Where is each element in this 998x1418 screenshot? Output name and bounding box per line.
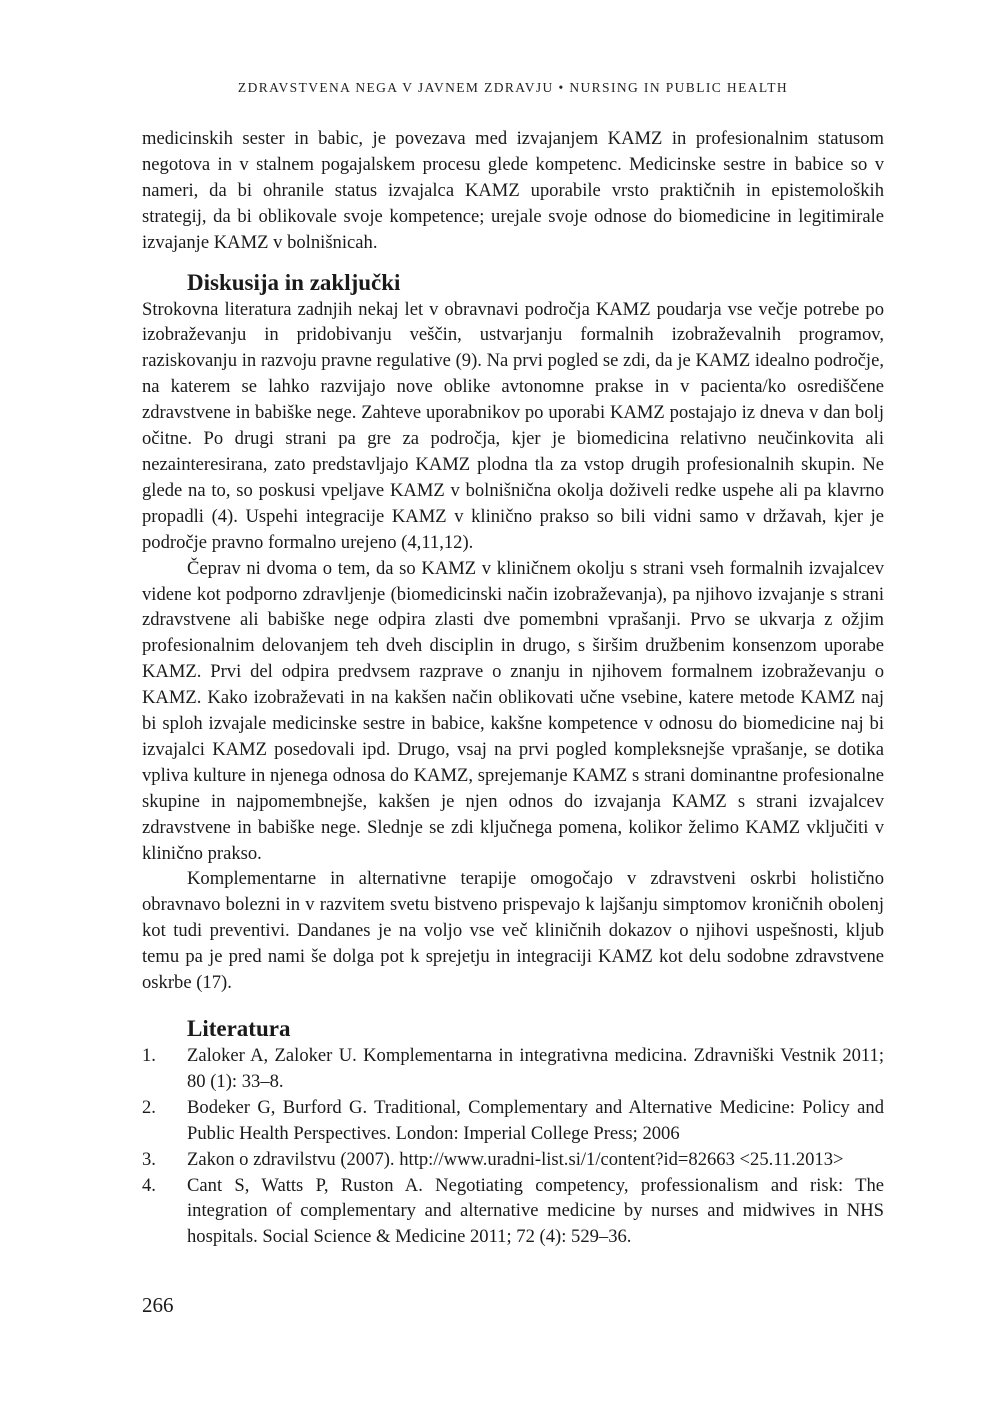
references-heading: Literatura (187, 1016, 291, 1041)
discussion-paragraph-2: Čeprav ni dvoma o tem, da so KAMZ v kliničnem okolju s strani vseh formalnih izvajalcev videne kot podporno zdravljenje (biomedicinski način izobraževanja), pa njihovo izvajanje s strani zdravstvene ali babiške nege odpira zlasti dve pomembni vprašanji. Prvo se ukvarja z ožjim profesionalnim delovanjem teh dveh disciplin in drugo, s širšim družbenim konsenzom uporabe KAMZ. Prvi del odpira predvsem razprave o znanju in njihovem formalnem izobraževanju o KAMZ. Kako izobraževati in na kakšen način oblikovati učne vsebine, katere metode KAMZ naj bi sploh izvajale medicinske sestre in babice, kakšne kompetence v odnosu do biomedicine naj bi izvajalci KAMZ posedovali ipd. Drugo, vsaj na prvi pogled kompleksnejše vprašanje, se dotika vpliva kulture in njenega odnosa do KAMZ, sprejemanje KAMZ s strani dominantne profesionalne skupine in najpomembnejše, kakšen je njen odnos do izvajanja KAMZ s strani izvajalcev zdravstvene in babiške nege. Slednje se zdi ključnega pomena, kolikor želimo KAMZ vključiti v klinično prakso. (142, 557, 884, 864)
reference-text: Zaloker A, Zaloker U. Komplementarna in integrativna medicina. Zdravniški Vestnik 2011; 80 (1): 33–8. (187, 1045, 884, 1092)
discussion-paragraph-3: Komplementarne in alternativne terapije omogočajo v zdravstveni oskrbi holistično obravnavo bolezni in v razvitem svetu bistveno prispevajo k lajšanju simptomov kroničnih obolenj kot tudi preventivi. Dandanes je na voljo vse več kliničnih dokazov o njihovi uspešnosti, kljub temu pa je pred nami še dolga pot k sprejetju in integraciji KAMZ kot delu sodobne zdravstvene oskrbe (17). (142, 868, 884, 994)
reference-item (142, 1147, 884, 1173)
reference-number: 4. (142, 1174, 156, 1196)
reference-number: 2. (142, 1096, 156, 1118)
reference-list (142, 1043, 884, 1250)
page-number: 266 (142, 1293, 174, 1317)
reference-item (142, 1043, 884, 1095)
reference-number: 3. (142, 1148, 156, 1170)
discussion-paragraph-1: Strokovna literatura zadnjih nekaj let v obravnavi področja KAMZ poudarja vse večje potrebe po izobraževanju in pridobivanju veščin, ustvarjanju formalnih izobraževalnih programov, raziskovanju in razvoju pravne regulative (9). Na prvi pogled se zdi, da je KAMZ idealno področje, na katerem se lahko razvijajo nove oblike avtonomne prakse in v pacienta/ko osrediščene zdravstvene in babiške nege. Zahteve uporabnikov po uporabi KAMZ postajajo iz dneva v dan bolj očitne. Po drugi strani pa gre za področja, kjer je biomedicina relativno neučinkovita ali nezainteresirana, zato predstavljajo KAMZ plodna tla za vstop drugih profesionalnih skupin. Ne glede na to, so poskusi vpeljave KAMZ v bolnišnična okolja doživeli redke uspehe ali pa klavrno propadli (4). Uspehi integracije KAMZ v klinično prakso so bili vidni samo v državah, kjer je področje pravno formalno urejeno (4,11,12). (142, 298, 884, 553)
discussion-heading: Diskusija in zaključki (187, 269, 401, 295)
running-header: ZDRAVSTVENA NEGA V JAVNEM ZDRAVJU • NURSING IN PUBLIC HEALTH (237, 80, 789, 95)
article-body (142, 126, 884, 1250)
reference-number: 1. (142, 1045, 156, 1066)
reference-text: Bodeker G, Burford G. Traditional, Complementary and Alternative Medicine: Policy and Public Health Perspectives. London: Imperial College Press; 2006 (187, 1096, 884, 1144)
reference-text: Cant S, Watts P, Ruston A. Negotiating competency, professionalism and risk: The integration of complementary and alternative medicine by nurses and midwives in NHS hospitals. Social Science & Medicine 2011; 72 (4): 529–36. (187, 1174, 884, 1248)
reference-item (142, 1095, 884, 1147)
intro-paragraph: medicinskih sester in babic, je povezava med izvajanjem KAMZ in profesionalnim statusom negotova in v stalnem pogajalskem procesu glede kompetenc. Medicinske sestre in babice so v nameri, da bi ohranile status izvajalca KAMZ uporabile vrsto praktičnih in epistemoloških strategij, da bi oblikovale svoje kompetence; urejale svoje odnose do biomedicine in legitimirale izvajanje KAMZ v bolnišnicah. (142, 128, 884, 253)
reference-text: Zakon o zdravilstvu (2007). http://www.uradni-list.si/1/content?id=82663 <25.11.2013> (187, 1148, 844, 1170)
reference-item (142, 1173, 884, 1251)
